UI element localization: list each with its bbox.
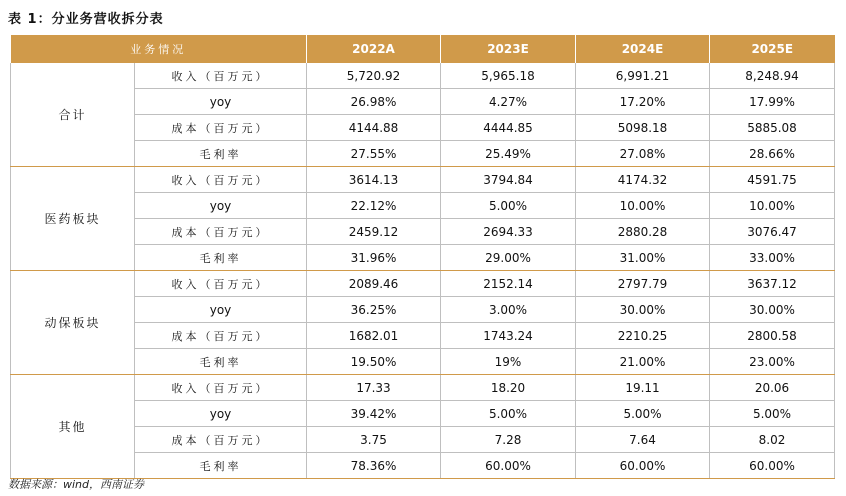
- table-row: [11, 271, 835, 297]
- value-cell: 3614.13: [307, 167, 441, 193]
- metric-label: yoy: [135, 89, 307, 115]
- value-cell: 2800.58: [710, 323, 835, 349]
- value-cell: 26.98%: [307, 89, 441, 115]
- metric-label: 成本（百万元）: [135, 115, 307, 141]
- value-cell: 4444.85: [441, 115, 576, 141]
- header-2024e: 2024E: [576, 35, 710, 63]
- value-cell: 3637.12: [710, 271, 835, 297]
- metric-label: yoy: [135, 297, 307, 323]
- source-note: 数据来源：wind，西南证券: [8, 478, 145, 491]
- table-row: [11, 375, 835, 401]
- value-cell: 4591.75: [710, 167, 835, 193]
- value-cell: 2152.14: [441, 271, 576, 297]
- value-cell: 2880.28: [576, 219, 710, 245]
- table-body: [11, 63, 835, 479]
- table-row: [11, 245, 835, 271]
- metric-label: yoy: [135, 401, 307, 427]
- value-cell: 31.96%: [307, 245, 441, 271]
- table-row: [11, 89, 835, 115]
- header-2025e: 2025E: [710, 35, 835, 63]
- value-cell: 10.00%: [576, 193, 710, 219]
- value-cell: 19.50%: [307, 349, 441, 375]
- table-row: [11, 349, 835, 375]
- value-cell: 19.11: [576, 375, 710, 401]
- value-cell: 8,248.94: [710, 63, 835, 89]
- value-cell: 8.02: [710, 427, 835, 453]
- value-cell: 3794.84: [441, 167, 576, 193]
- value-cell: 1682.01: [307, 323, 441, 349]
- value-cell: 27.55%: [307, 141, 441, 167]
- metric-label: 毛利率: [135, 141, 307, 167]
- value-cell: 17.33: [307, 375, 441, 401]
- value-cell: 4144.88: [307, 115, 441, 141]
- metric-label: 成本（百万元）: [135, 323, 307, 349]
- value-cell: 25.49%: [441, 141, 576, 167]
- table-row: [11, 193, 835, 219]
- value-cell: 4.27%: [441, 89, 576, 115]
- value-cell: 60.00%: [576, 453, 710, 479]
- value-cell: 6,991.21: [576, 63, 710, 89]
- header-business: 业务情况: [11, 35, 307, 63]
- value-cell: 5,720.92: [307, 63, 441, 89]
- value-cell: 2797.79: [576, 271, 710, 297]
- value-cell: 5885.08: [710, 115, 835, 141]
- value-cell: 5.00%: [710, 401, 835, 427]
- header-2023e: 2023E: [441, 35, 576, 63]
- metric-label: 毛利率: [135, 349, 307, 375]
- value-cell: 21.00%: [576, 349, 710, 375]
- table-row: [11, 297, 835, 323]
- table-title: 表 1：分业务营收拆分表: [8, 12, 164, 27]
- metric-label: 毛利率: [135, 245, 307, 271]
- value-cell: 30.00%: [576, 297, 710, 323]
- value-cell: 18.20: [441, 375, 576, 401]
- value-cell: 5.00%: [441, 401, 576, 427]
- table-row: [11, 115, 835, 141]
- value-cell: 28.66%: [710, 141, 835, 167]
- table-row: [11, 141, 835, 167]
- value-cell: 22.12%: [307, 193, 441, 219]
- metric-label: 毛利率: [135, 453, 307, 479]
- header-2022a: 2022A: [307, 35, 441, 63]
- metric-label: 收入（百万元）: [135, 167, 307, 193]
- metric-label: yoy: [135, 193, 307, 219]
- table-row: [11, 167, 835, 193]
- value-cell: 29.00%: [441, 245, 576, 271]
- segment-name: 动保板块: [11, 271, 135, 375]
- value-cell: 78.36%: [307, 453, 441, 479]
- value-cell: 5,965.18: [441, 63, 576, 89]
- table-row: [11, 427, 835, 453]
- value-cell: 7.28: [441, 427, 576, 453]
- value-cell: 7.64: [576, 427, 710, 453]
- value-cell: 3.75: [307, 427, 441, 453]
- value-cell: 36.25%: [307, 297, 441, 323]
- value-cell: 2694.33: [441, 219, 576, 245]
- value-cell: 60.00%: [441, 453, 576, 479]
- table-row: [11, 453, 835, 479]
- metric-label: 收入（百万元）: [135, 271, 307, 297]
- value-cell: 19%: [441, 349, 576, 375]
- value-cell: 10.00%: [710, 193, 835, 219]
- value-cell: 20.06: [710, 375, 835, 401]
- value-cell: 39.42%: [307, 401, 441, 427]
- value-cell: 2210.25: [576, 323, 710, 349]
- value-cell: 2089.46: [307, 271, 441, 297]
- value-cell: 30.00%: [710, 297, 835, 323]
- metric-label: 收入（百万元）: [135, 63, 307, 89]
- value-cell: 3076.47: [710, 219, 835, 245]
- segment-name: 其他: [11, 375, 135, 479]
- metric-label: 收入（百万元）: [135, 375, 307, 401]
- revenue-breakdown-table: [10, 35, 835, 479]
- metric-label: 成本（百万元）: [135, 219, 307, 245]
- value-cell: 31.00%: [576, 245, 710, 271]
- header-row: [11, 35, 835, 63]
- value-cell: 17.20%: [576, 89, 710, 115]
- value-cell: 1743.24: [441, 323, 576, 349]
- value-cell: 17.99%: [710, 89, 835, 115]
- value-cell: 60.00%: [710, 453, 835, 479]
- value-cell: 33.00%: [710, 245, 835, 271]
- metric-label: 成本（百万元）: [135, 427, 307, 453]
- segment-name: 医药板块: [11, 167, 135, 271]
- value-cell: 5.00%: [441, 193, 576, 219]
- value-cell: 23.00%: [710, 349, 835, 375]
- value-cell: 4174.32: [576, 167, 710, 193]
- table-row: [11, 219, 835, 245]
- value-cell: 5.00%: [576, 401, 710, 427]
- value-cell: 27.08%: [576, 141, 710, 167]
- segment-name: 合计: [11, 63, 135, 167]
- table-row: [11, 63, 835, 89]
- table-row: [11, 323, 835, 349]
- value-cell: 5098.18: [576, 115, 710, 141]
- value-cell: 2459.12: [307, 219, 441, 245]
- value-cell: 3.00%: [441, 297, 576, 323]
- table-row: [11, 401, 835, 427]
